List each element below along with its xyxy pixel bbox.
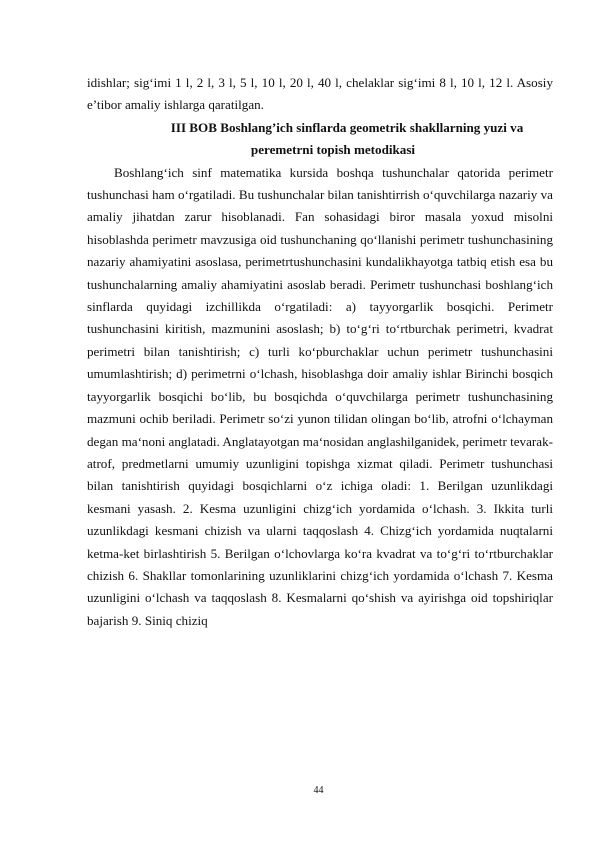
chapter-heading-line-2: peremetrni topish metodikasi <box>250 142 416 158</box>
chapter-heading-line-1: III BOB Boshlang’ich sinflarda geometrik shakllarning yuzi va <box>170 119 524 135</box>
page-number: 44 <box>313 785 324 796</box>
intro-paragraph: idishlar; sig‘imi 1 l, 2 l, 3 l, 5 l, 10 l, 20 l, 40 l, chelaklar sig‘imi 8 l, 10 l, 12 l. Asosiy e’tibor amaliy ishlarga qaratilgan. <box>87 75 553 113</box>
chapter-heading <box>87 117 553 162</box>
body-paragraph: Boshlang‘ich sinf matematika kursida boshqa tushunchalar qatorida perimetr tushunchasi ham o‘rgatiladi. Bu tushunchalar bilan tanishtirrish o‘quvchilarga nazariy va amaliy jihatdan zarur hisoblanadi. Fan sohasidagi biror masala yoxud misolni hisoblashda perimetr mavzusiga oid tushunchaning qo‘llanishi perimetr tushunchasining nazariy ahamiyatini asoslasa, perimetrtushunchasini kundalikhayotga tatbiq etish esa bu tushunchalarning amaliy ahamiyatini asoslab beradi. Perimetr tushunchasi boshlang‘ich sinflarda quyidagi izchillikda o‘rgatiladi: a) tayyorgarlik bosqichi. Perimetr tushunchasini kiritish, mazmunini asoslash; b) to‘g‘ri to‘rtburchak perimetri, kvadrat perimetri bilan tanishtirish; c) turli ko‘pburchaklar uchun perimetr tushunchasini umumlashtirish; d) perimetrni o‘lchash, hisoblashga doir amaliy ishlar Birinchi bosqich tayyorgarlik bosqichi bo‘lib, bu bosqichda o‘quvchilarga perimetr tushunchasining mazmuni ochib beriladi. Perimetr so‘zi yunon tilidan olingan bo‘lib, atrofni o‘lchayman degan ma‘noni anglatadi. Anglatayotgan ma‘nosidan anglashilganidek, perimetr tevarak-atrof, predmetlarni umumiy uzunligini topishga xizmat qiladi. Perimetr tushunchasi bilan tanishtirish quyidagi bosqichlarni o‘z ichiga oladi: 1. Berilgan uzunlikdagi kesmani yasash. 2. Kesma uzunligini chizg‘ich yordamida o‘lchash. 3. Ikkita turli uzunlikdagi kesmani chizish va ularni taqqoslash 4. Chizg‘ich yordamida nuqtalarni ketma-ket birlashtirish 5. Berilgan o‘lchovlarga ko‘ra kvadrat va to‘g‘ri to‘rtburchaklar chizish 6. Shakllar tomonlarining uzunliklarini chizg‘ich yordamida o‘lchash 7. Kesma uzunligini o‘lchash va taqqoslash 8. Kesmalarni qo‘shish va ayirishga oid topshiriqlar bajarish 9. Siniq chiziq <box>87 164 553 628</box>
page-content <box>87 72 553 632</box>
